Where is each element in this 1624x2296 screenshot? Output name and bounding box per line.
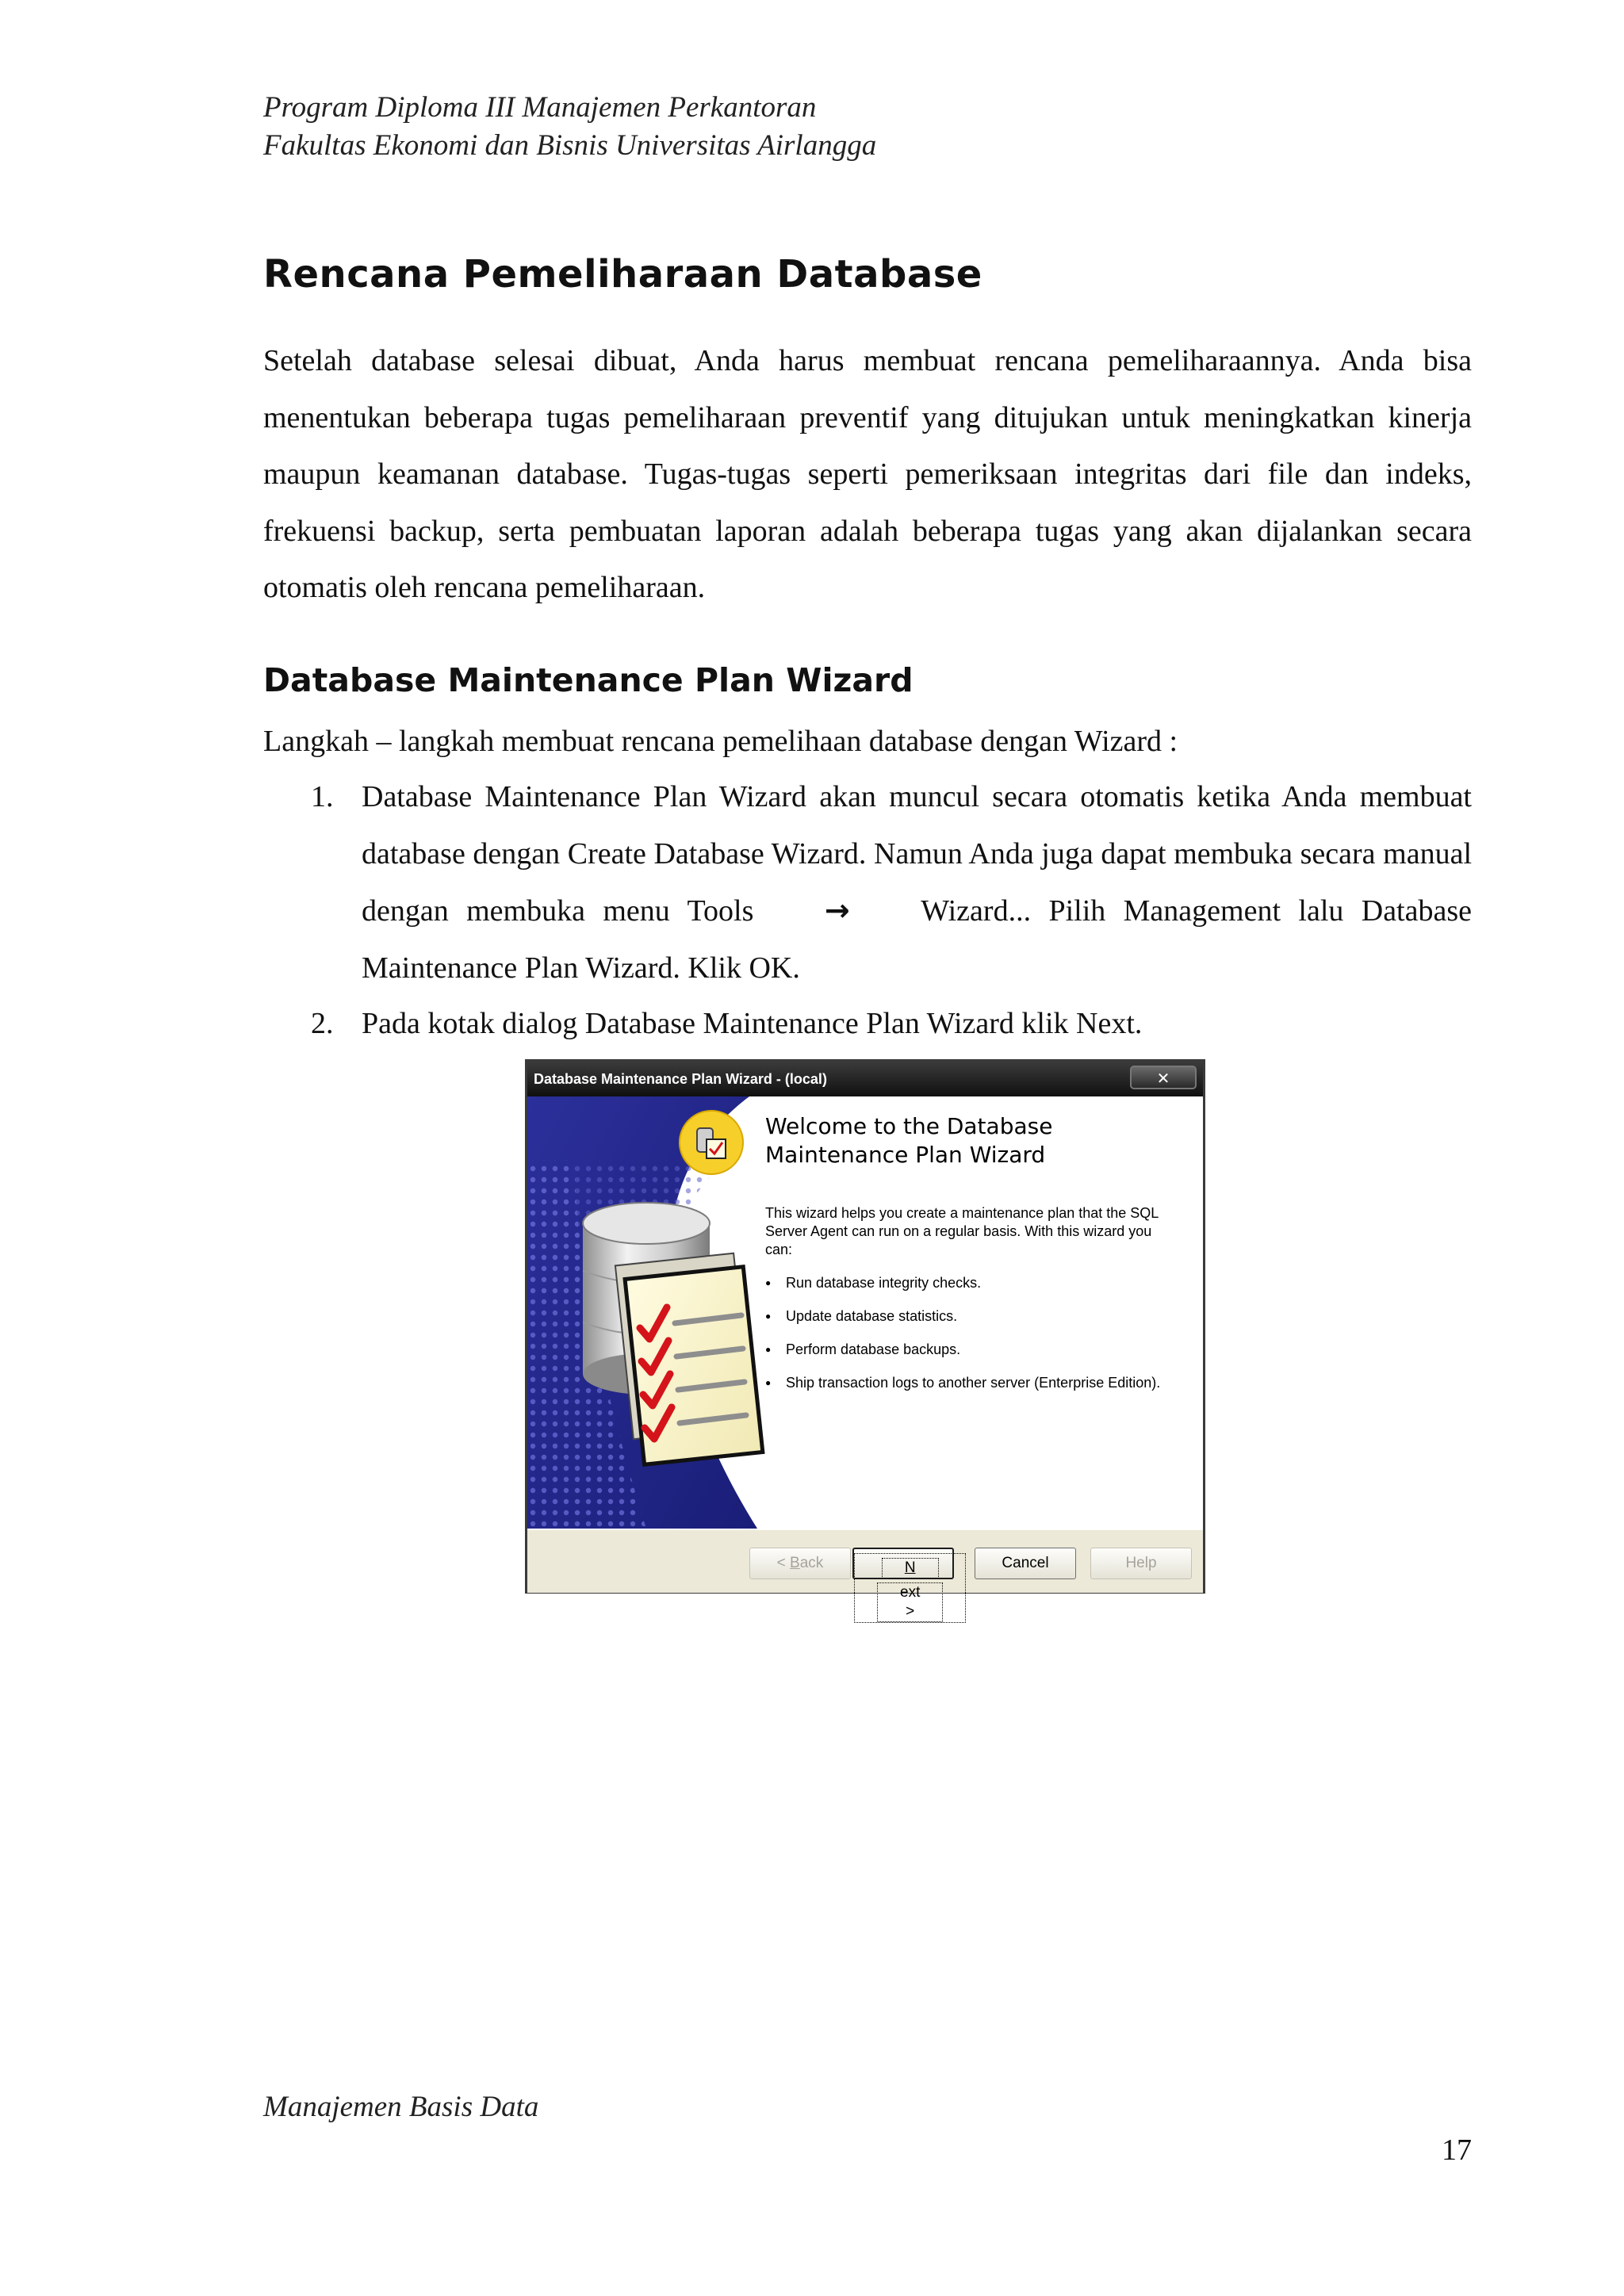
section-title: Rencana Pemeliharaan Database (263, 252, 982, 297)
checklist-icon (615, 1253, 763, 1464)
subsection-title: Database Maintenance Plan Wizard (263, 661, 914, 699)
arrow-icon: → (824, 893, 850, 928)
next-button[interactable]: Next > (852, 1548, 954, 1579)
welcome-title: Welcome to the Database Maintenance Plan Wizard (765, 1113, 1053, 1168)
list-item: ● Ship transaction logs to another server (Enterprise Edition). (765, 1372, 1193, 1406)
wizard-badge-icon (680, 1111, 743, 1174)
list-item: ● Perform database backups. (765, 1339, 1193, 1372)
page-header (263, 89, 876, 165)
header-faculty: Fakultas Ekonomi dan Bisnis Universitas Airlangga (263, 129, 877, 162)
list-item: ● Run database integrity checks. (765, 1272, 1193, 1306)
step-1-number: 1. (311, 780, 334, 813)
close-icon: ✕ (1156, 1069, 1170, 1088)
wizard-description: This wizard helps you create a maintenance plan that the SQL Server Agent can run on a regular basis. With this wizard you can: (765, 1205, 1159, 1257)
steps-intro: Langkah – langkah membuat rencana pemelihaan database dengan Wizard : (263, 725, 1178, 758)
step-1-text (362, 769, 1472, 997)
body-paragraph: Setelah database selesai dibuat, Anda harus membuat rencana pemeliharaannya. Anda bisa menentukan beberapa tugas pemeliharaan preventif yang ditujukan untuk meningkatkan kinerja maupun keamanan database. Tugas-tugas seperti pemeriksaan integritas dari file dan indeks, frekuensi backup, serta pembuatan laporan adalah beberapa tugas yang akan dijalankan secara otomatis oleh rencana pemeliharaan. (263, 344, 1472, 604)
header-program: Program Diploma III Manajemen Perkantoran (263, 91, 817, 124)
cancel-button[interactable]: Cancel (975, 1548, 1076, 1579)
capabilities-list (765, 1272, 1193, 1406)
list-item: ● Update database statistics. (765, 1306, 1193, 1339)
page-number: 17 (1442, 2133, 1472, 2167)
step-1 (311, 769, 1472, 997)
step-2 (311, 996, 1472, 1053)
back-button[interactable]: < Back (749, 1548, 851, 1579)
close-button[interactable] (1130, 1066, 1197, 1089)
dialog-titlebar (527, 1062, 1203, 1096)
dialog-button-bar (527, 1529, 1203, 1620)
dialog-title: Database Maintenance Plan Wizard - (local) (534, 1071, 827, 1087)
footer-title: Manajemen Basis Data (263, 2091, 539, 2123)
step-2-text: Pada kotak dialog Database Maintenance Plan Wizard klik Next. (362, 1007, 1143, 1040)
wizard-dialog (525, 1059, 1205, 1620)
wizard-content (527, 1096, 1203, 1529)
step-1-text-after: Wizard... Pilih Management lalu Database Maintenance Plan Wizard. Klik OK. (362, 894, 1473, 985)
help-button[interactable]: Help (1090, 1548, 1192, 1579)
step-1-text-before: Database Maintenance Plan Wizard akan muncul secara otomatis ketika Anda membuat database dengan Create Database Wizard. Namun Anda juga dapat membuka secara manual dengan membuka menu Tools (362, 780, 1472, 928)
step-2-number: 2. (311, 1007, 334, 1040)
